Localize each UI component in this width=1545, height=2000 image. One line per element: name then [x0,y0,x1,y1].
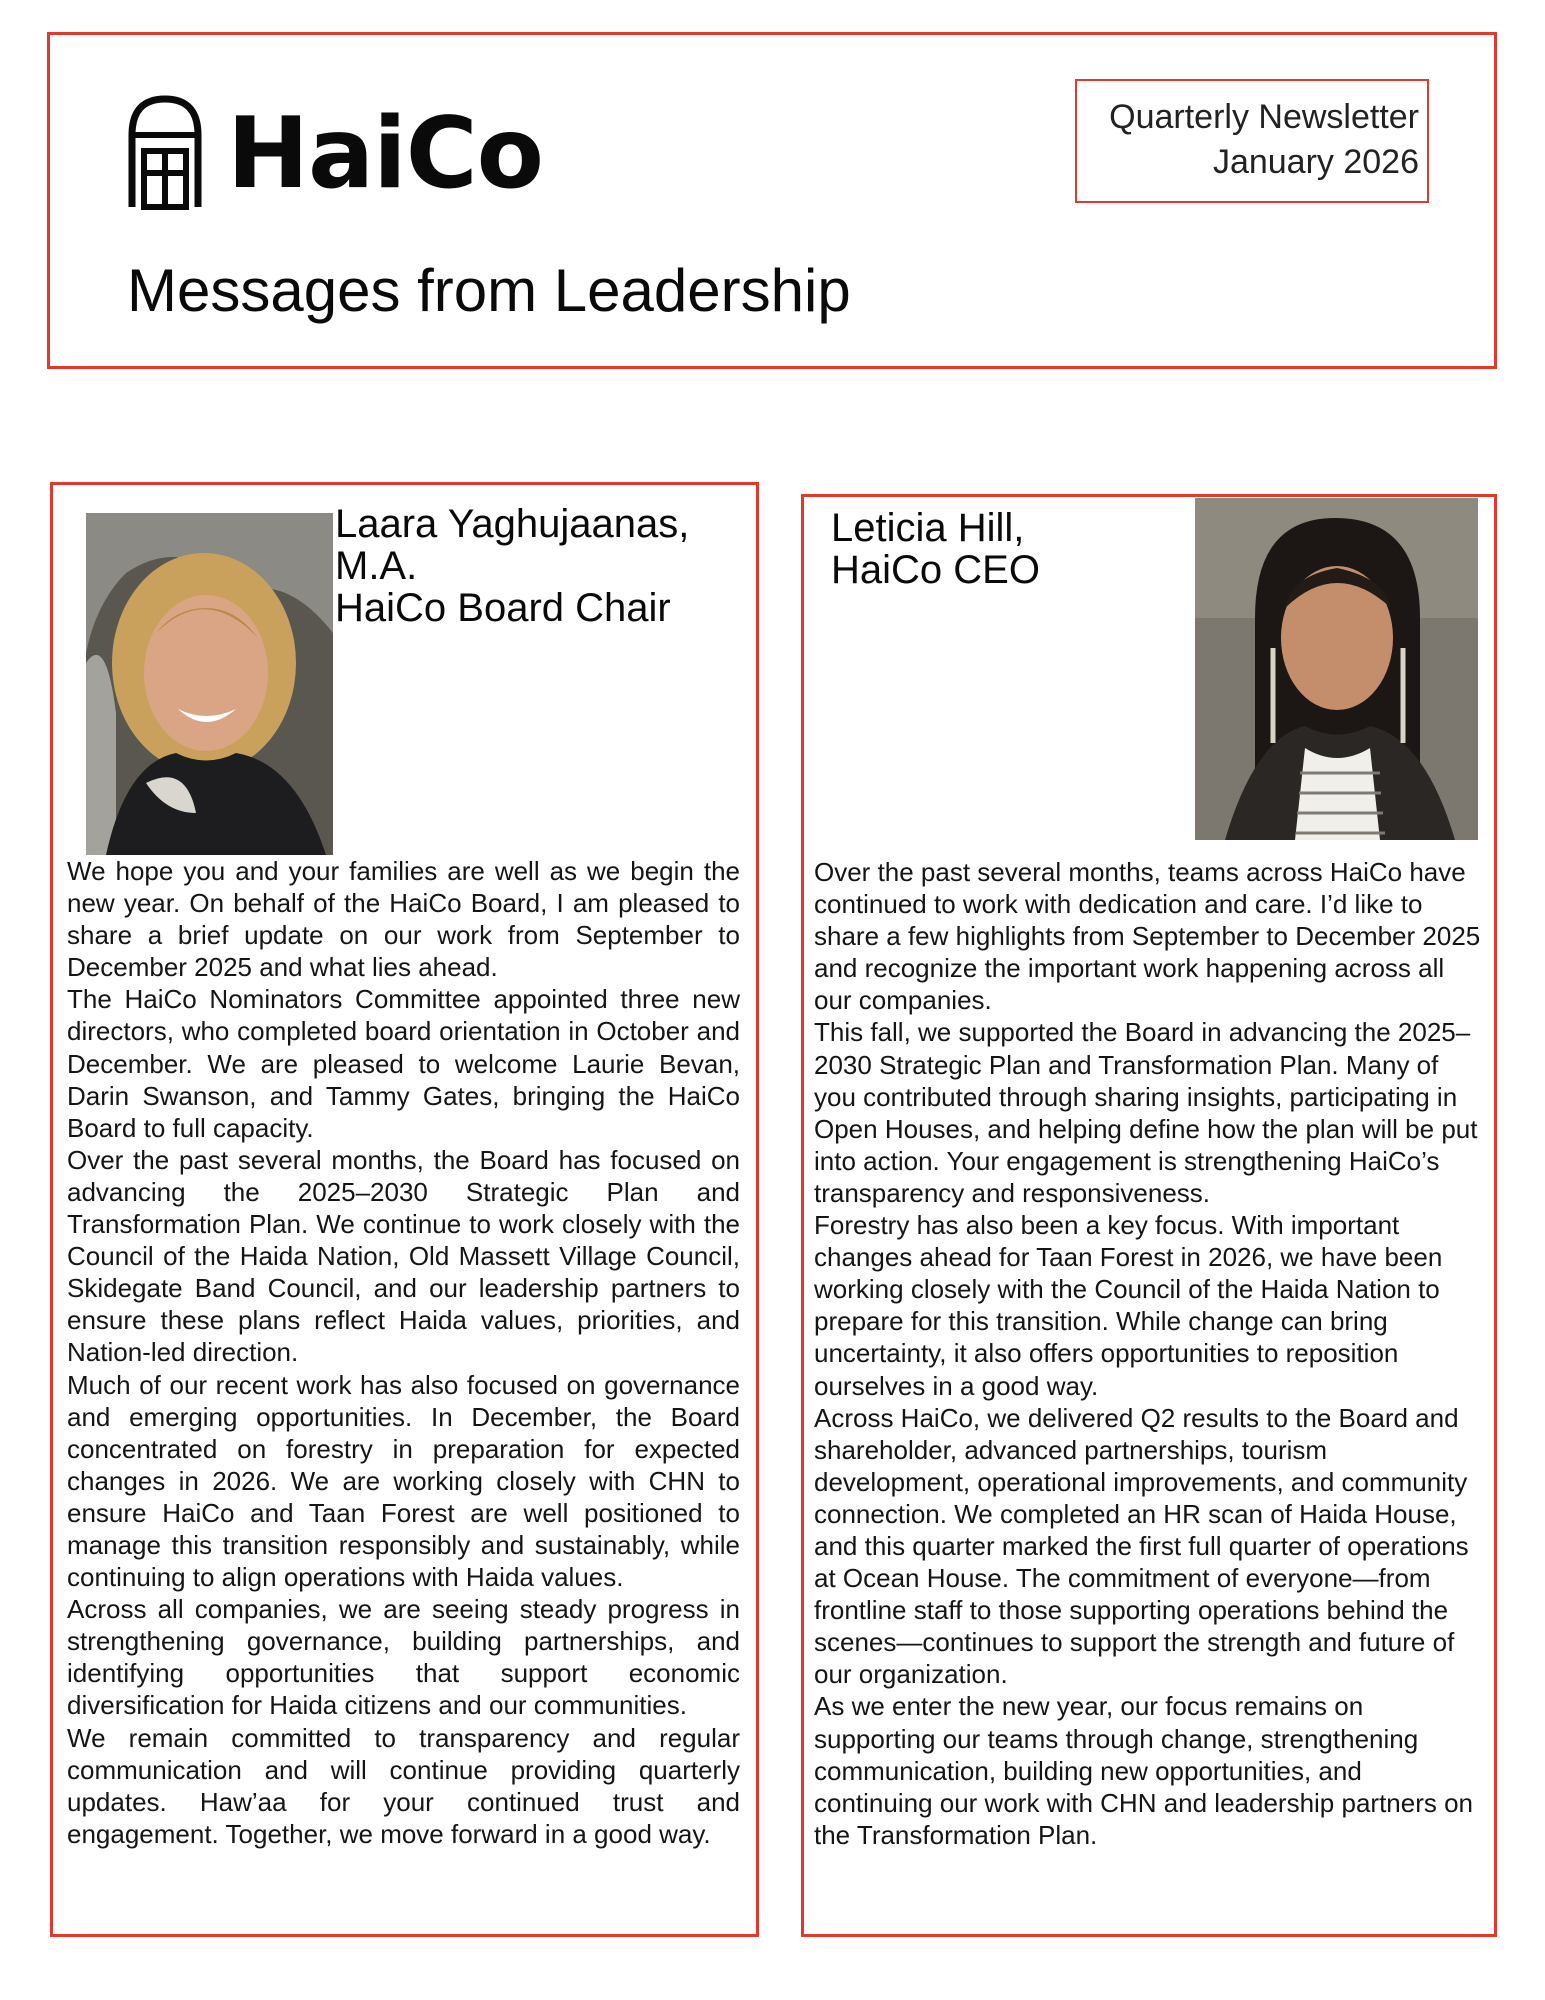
chair-role: HaiCo Board Chair [335,586,671,630]
ceo-portrait [1195,498,1478,840]
ceo-message-body [814,856,1484,1851]
issue-box [1075,79,1429,203]
chair-name-block [335,503,689,629]
ceo-paragraph: Over the past several months, teams across HaiCo have continued to work with dedication and care. I’d like to share a few highlights from September to December 2025 and recognize the important work happening across all our companies. [814,857,1481,1016]
chair-name: Laara Yaghujaanas, [335,502,690,546]
haico-house-icon [127,95,203,213]
logo-wordmark: HaiCo [227,97,543,211]
newsletter-label: Quarterly Newsletter [1109,98,1419,136]
chair-paragraph: We hope you and your families are well as we begin the new year. On behalf of the HaiCo Board, I am pleased to share a brief update on our work from September to December 2025 and what lies ahead. [67,856,740,983]
ceo-paragraph: This fall, we supported the Board in advancing the 2025–2030 Strategic Plan and Transformation Plan. Many of you contributed through sharing insights, participating in Open Houses, and helping define how the plan will be put into action. Your engagement is strengthening HaiCo’s transparency and responsiveness. [814,1017,1478,1208]
haico-logo [127,95,543,213]
chair-portrait [86,513,333,855]
page-title: Messages from Leadership [127,257,851,324]
chair-paragraph: Much of our recent work has also focused on governance and emerging opportunities. In December, the Board concentrated on forestry in preparation for expected changes in 2026. We are working closely with CHN to ensure HaiCo and Taan Forest are well positioned to manage this transition responsibly and sustainably, while continuing to align operations with Haida values. [67,1369,740,1593]
chair-message-body [67,855,740,1850]
ceo-name-block [831,507,1040,591]
ceo-role: HaiCo CEO [831,548,1040,592]
ceo-paragraph: Across HaiCo, we delivered Q2 results to the Board and shareholder, advanced partnerships, tourism development, operational improvements, and community connection. We completed an HR scan of Haida House, and this quarter marked the first full quarter of operations at Ocean House. The commitment of everyone—from frontline staff to those supporting operations behind the scenes—continues to support the strength and future of our organization. [814,1402,1469,1690]
issue-date: January 2026 [1212,143,1419,181]
chair-credentials: M.A. [335,544,418,588]
ceo-paragraph: Forestry has also been a key focus. With important changes ahead for Taan Forest in 2026, we have been working closely with the Council of the Haida Nation to prepare for this transition. While change can bring uncertainty, it also offers opportunities to reposition ourselves in a good way. [814,1210,1443,1401]
chair-paragraph: Across all companies, we are seeing steady progress in strengthening governance, building partnerships, and identifying opportunities that support economic diversification for Haida citizens and our communities. [67,1594,740,1721]
chair-paragraph: Over the past several months, the Board has focused on advancing the 2025–2030 Strategic Plan and Transformation Plan. We continue to work closely with the Council of the Haida Nation, Old Massett Village Council, Skidegate Band Council, and our leadership partners to ensure these plans reflect Haida values, priorities, and Nation-led direction. [67,1144,740,1368]
ceo-name: Leticia Hill, [831,506,1025,550]
ceo-paragraph: As we enter the new year, our focus remains on supporting our teams through change, strengthening communication, building new opportunities, and continuing our work with CHN and leadership partners on the Transformation Plan. [814,1691,1474,1850]
chair-paragraph: The HaiCo Nominators Committee appointed three new directors, who completed board orientation in October and December. We are pleased to welcome Laurie Bevan, Darin Swanson, and Tammy Gates, bringing the HaiCo Board to full capacity. [67,984,740,1143]
chair-paragraph: We remain committed to transparency and regular communication and will continue providing quarterly updates. Haw’aa for your continued trust and engagement. Together, we move forward in a good way. [67,1722,740,1849]
